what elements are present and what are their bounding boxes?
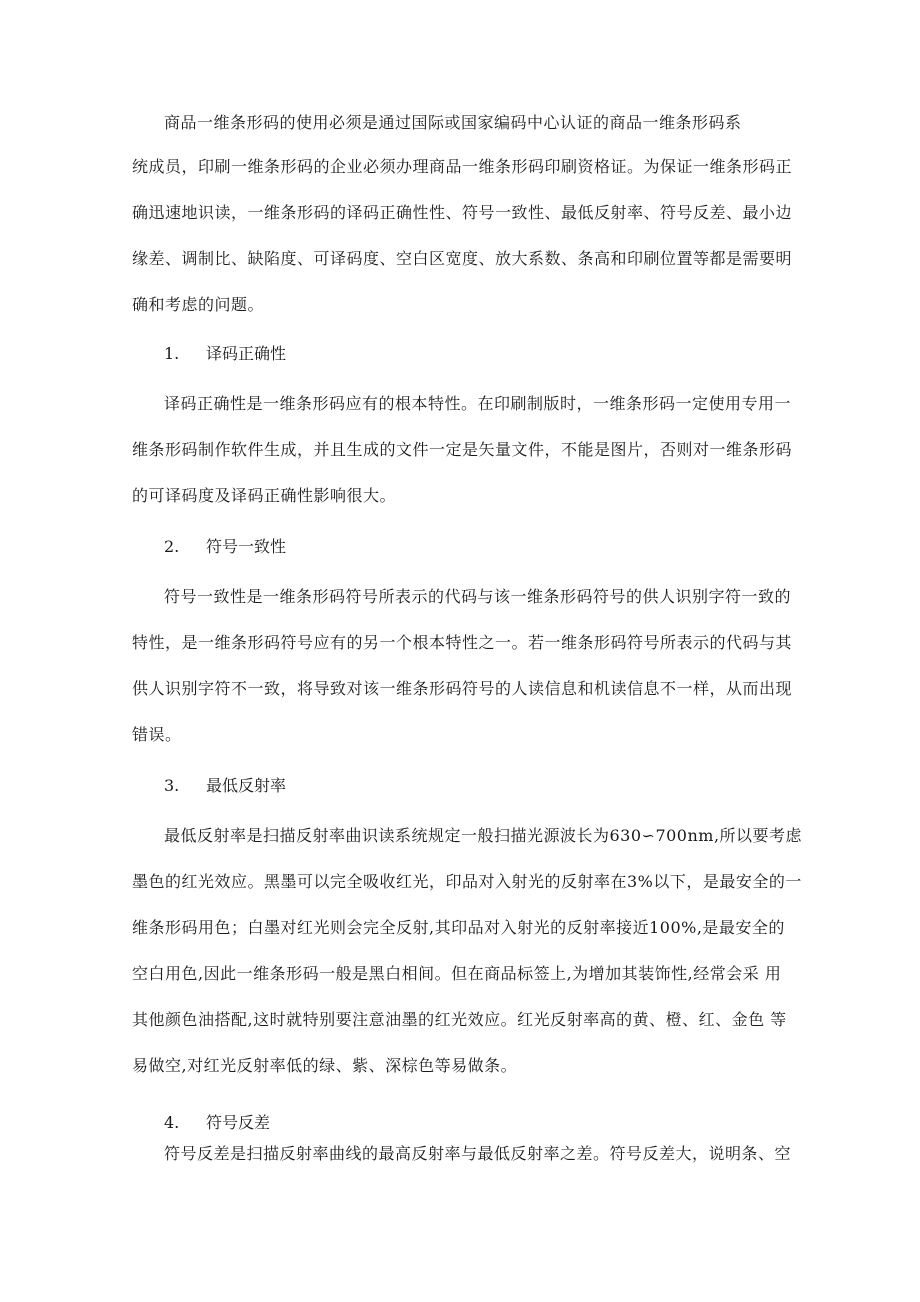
intro-line-5: 确和考虑的问题。 [132, 295, 265, 314]
section-4-title: 符号反差 [206, 1113, 271, 1132]
section-2-title: 符号一致性 [206, 537, 287, 556]
section-2-line-2: 特性，是一维条形码符号应有的另一个根本特性之一。若一维条形码符号所表示的代码与其 [132, 633, 793, 652]
section-4-number: 4. [164, 1113, 180, 1132]
section-1-line-3: 的可译码度及译码正确性影响很大。 [132, 486, 397, 505]
section-1-number: 1. [164, 344, 180, 363]
section-1-line-2: 维条形码制作软件生成，并且生成的文件一定是矢量文件，不能是图片，否则对一维条形码 [132, 440, 793, 459]
section-2-line-1: 符号一致性是一维条形码符号所表示的代码与该一维条形码符号的供人识别字符一致的 [164, 587, 792, 606]
section-3-number: 3. [164, 776, 180, 795]
section-1-title: 译码正确性 [206, 344, 287, 363]
intro-line-2: 统成员，印刷一维条形码的企业必须办理商品一维条形码印刷资格证。为保证一维条形码正 [132, 157, 793, 176]
section-3-line-4: 空白用色,因此一维条形码一般是黑白相间。但在商品标签上,为增加其装饰性,经常会采 用 [132, 964, 782, 983]
section-4-heading [164, 1113, 270, 1133]
section-3-heading [164, 776, 286, 796]
section-4-line-1: 符号反差是扫描反射率曲线的最高反射率与最低反射率之差。符号反差大，说明条、空 [164, 1144, 792, 1163]
section-3-line-1: 最低反射率是扫描反射率曲识读系统规定一般扫描光源波长为630∽700nm,所以要考虑 [164, 826, 803, 845]
section-3-line-2: 墨色的红光效应。黑墨可以完全吸收红光，印品对入射光的反射率在3%以下，是最安全的一 [132, 872, 802, 891]
section-1-heading [164, 344, 286, 364]
section-2-number: 2. [164, 537, 180, 556]
section-2-heading [164, 537, 286, 557]
section-3-line-5: 其他颜色油搭配,这时就特别要注意油墨的红光效应。红光反射率高的黄、橙、红、金色 等 [132, 1010, 787, 1029]
section-3-line-6: 易做空,对红光反射率低的绿、紫、深棕色等易做条。 [132, 1056, 518, 1075]
intro-line-1: 商品一维条形码的使用必须是通过国际或国家编码中心认证的商品一维条形码系 [164, 113, 742, 132]
section-3-title: 最低反射率 [206, 776, 287, 795]
intro-line-4: 缘差、调制比、缺陷度、可译码度、空白区宽度、放大系数、条高和印刷位置等都是需要明 [132, 249, 793, 268]
section-3-line-3: 维条形码用色；白墨对红光则会完全反射,其印品对入射光的反射率接近100%,是最安全的 [132, 918, 785, 937]
section-2-line-3: 供人识别字符不一致，将导致对该一维条形码符号的人读信息和机读信息不一样，从而出现 [132, 679, 793, 698]
section-2-line-4: 错误。 [132, 725, 182, 744]
section-1-line-1: 译码正确性是一维条形码应有的根本特性。在印刷制版时，一维条形码一定使用专用一 [164, 394, 792, 413]
intro-line-3: 确迅速地识读，一维条形码的译码正确性性、符号一致性、最低反射率、符号反差、最小边 [132, 203, 793, 222]
